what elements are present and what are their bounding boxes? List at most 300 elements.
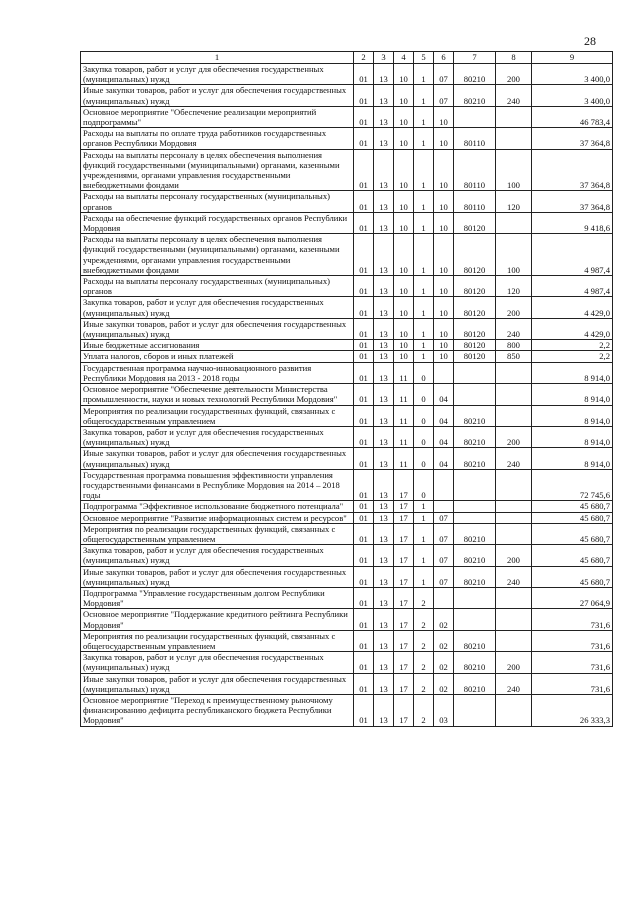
expense-type-code xyxy=(496,384,532,405)
direction-code xyxy=(454,512,496,523)
expense-type-code xyxy=(496,501,532,512)
amount-value: 4 987,4 xyxy=(532,234,613,276)
subprogram-code: 2 xyxy=(414,609,434,630)
subprogram-code: 2 xyxy=(414,587,434,608)
expense-type-code: 240 xyxy=(496,85,532,106)
program-code: 17 xyxy=(394,609,414,630)
subprogram-code: 1 xyxy=(414,128,434,149)
table-row xyxy=(81,469,613,501)
direction-code xyxy=(454,469,496,501)
table-row xyxy=(81,405,613,426)
program-code: 17 xyxy=(394,673,414,694)
direction-code: 80120 xyxy=(454,340,496,351)
event-code: 07 xyxy=(434,545,454,566)
event-code: 10 xyxy=(434,106,454,127)
subprogram-code: 1 xyxy=(414,297,434,318)
subprogram-code: 2 xyxy=(414,652,434,673)
row-description: Закупка товаров, работ и услуг для обеспечения государственных (муниципальных) нужд xyxy=(81,297,354,318)
subprogram-code: 0 xyxy=(414,426,434,447)
section-code: 01 xyxy=(354,587,374,608)
direction-code: 80210 xyxy=(454,85,496,106)
direction-code xyxy=(454,609,496,630)
subsection-code: 13 xyxy=(374,587,394,608)
section-code: 01 xyxy=(354,405,374,426)
table-row xyxy=(81,652,613,673)
event-code: 02 xyxy=(434,630,454,651)
direction-code: 80210 xyxy=(454,405,496,426)
row-description: Основное мероприятие "Поддержание кредитного рейтинга Республики Мордовия" xyxy=(81,609,354,630)
expense-type-code xyxy=(496,512,532,523)
row-description: Иные закупки товаров, работ и услуг для обеспечения государственных (муниципальных) нужд xyxy=(81,448,354,469)
amount-value: 3 400,0 xyxy=(532,85,613,106)
row-description: Иные закупки товаров, работ и услуг для обеспечения государственных (муниципальных) нужд xyxy=(81,566,354,587)
program-code: 10 xyxy=(394,106,414,127)
direction-code xyxy=(454,384,496,405)
amount-value: 37 364,8 xyxy=(532,149,613,191)
expense-type-code xyxy=(496,362,532,383)
event-code: 02 xyxy=(434,609,454,630)
table-row xyxy=(81,106,613,127)
row-description: Мероприятия по реализации государственных функций, связанных с общегосударственным управлением xyxy=(81,523,354,544)
expense-type-code: 200 xyxy=(496,652,532,673)
section-code: 01 xyxy=(354,566,374,587)
row-description: Закупка товаров, работ и услуг для обеспечения государственных (муниципальных) нужд xyxy=(81,652,354,673)
amount-value: 72 745,6 xyxy=(532,469,613,501)
subsection-code: 13 xyxy=(374,512,394,523)
table-row xyxy=(81,340,613,351)
section-code: 01 xyxy=(354,384,374,405)
event-code: 07 xyxy=(434,85,454,106)
program-code: 17 xyxy=(394,694,414,726)
expense-type-code xyxy=(496,469,532,501)
direction-code: 80210 xyxy=(454,566,496,587)
section-code: 01 xyxy=(354,652,374,673)
section-code: 01 xyxy=(354,340,374,351)
subprogram-code: 1 xyxy=(414,351,434,362)
event-code: 04 xyxy=(434,426,454,447)
subprogram-code: 2 xyxy=(414,694,434,726)
program-code: 17 xyxy=(394,630,414,651)
amount-value: 731,6 xyxy=(532,630,613,651)
direction-code xyxy=(454,501,496,512)
program-code: 17 xyxy=(394,523,414,544)
row-description: Подпрограмма "Управление государственным долгом Республики Мордовия" xyxy=(81,587,354,608)
col-header: 1 xyxy=(81,52,354,64)
subprogram-code: 0 xyxy=(414,405,434,426)
subsection-code: 13 xyxy=(374,149,394,191)
subprogram-code: 1 xyxy=(414,545,434,566)
amount-value: 45 680,7 xyxy=(532,501,613,512)
row-description: Государственная программа научно-инновационного развития Республики Мордовия на 2013 - 2018 годы xyxy=(81,362,354,383)
subsection-code: 13 xyxy=(374,501,394,512)
row-description: Основное мероприятие "Переход к преимущественному рыночному финансированию дефицита республиканского бюджета Республики Мордовия" xyxy=(81,694,354,726)
expense-type-code: 240 xyxy=(496,673,532,694)
table-row xyxy=(81,426,613,447)
section-code: 01 xyxy=(354,426,374,447)
event-code xyxy=(434,587,454,608)
table-row xyxy=(81,630,613,651)
subsection-code: 13 xyxy=(374,673,394,694)
subprogram-code: 1 xyxy=(414,64,434,85)
row-description: Основное мероприятие "Развитие информационных систем и ресурсов" xyxy=(81,512,354,523)
subprogram-code: 1 xyxy=(414,566,434,587)
table-row xyxy=(81,276,613,297)
subsection-code: 13 xyxy=(374,448,394,469)
event-code: 07 xyxy=(434,523,454,544)
table-row xyxy=(81,212,613,233)
budget-table xyxy=(80,51,613,727)
amount-value: 26 333,3 xyxy=(532,694,613,726)
event-code xyxy=(434,501,454,512)
program-code: 10 xyxy=(394,297,414,318)
subsection-code: 13 xyxy=(374,523,394,544)
program-code: 17 xyxy=(394,469,414,501)
section-code: 01 xyxy=(354,191,374,212)
table-row xyxy=(81,587,613,608)
subsection-code: 13 xyxy=(374,318,394,339)
event-code: 10 xyxy=(434,128,454,149)
direction-code xyxy=(454,362,496,383)
section-code: 01 xyxy=(354,545,374,566)
direction-code: 80210 xyxy=(454,426,496,447)
direction-code: 80120 xyxy=(454,318,496,339)
table-row xyxy=(81,128,613,149)
row-description: Государственная программа повышения эффективности управления государственными финансами в Республике Мордовия на 2014 – 2018 годы xyxy=(81,469,354,501)
direction-code: 80120 xyxy=(454,297,496,318)
direction-code: 80210 xyxy=(454,545,496,566)
event-code: 07 xyxy=(434,64,454,85)
event-code: 10 xyxy=(434,276,454,297)
expense-type-code: 200 xyxy=(496,64,532,85)
subsection-code: 13 xyxy=(374,212,394,233)
header-row xyxy=(81,52,613,64)
subprogram-code: 1 xyxy=(414,212,434,233)
program-code: 17 xyxy=(394,652,414,673)
section-code: 01 xyxy=(354,149,374,191)
subsection-code: 13 xyxy=(374,191,394,212)
subprogram-code: 0 xyxy=(414,448,434,469)
direction-code xyxy=(454,587,496,608)
table-row xyxy=(81,318,613,339)
amount-value: 27 064,9 xyxy=(532,587,613,608)
subprogram-code: 2 xyxy=(414,630,434,651)
table-row xyxy=(81,297,613,318)
event-code: 04 xyxy=(434,384,454,405)
section-code: 01 xyxy=(354,673,374,694)
table-row xyxy=(81,512,613,523)
table-row xyxy=(81,149,613,191)
section-code: 01 xyxy=(354,609,374,630)
amount-value: 9 418,6 xyxy=(532,212,613,233)
amount-value: 731,6 xyxy=(532,609,613,630)
col-header: 2 xyxy=(354,52,374,64)
col-header: 8 xyxy=(496,52,532,64)
subprogram-code: 1 xyxy=(414,276,434,297)
subsection-code: 13 xyxy=(374,694,394,726)
event-code: 02 xyxy=(434,652,454,673)
amount-value: 45 680,7 xyxy=(532,512,613,523)
amount-value: 45 680,7 xyxy=(532,566,613,587)
subsection-code: 13 xyxy=(374,106,394,127)
event-code: 03 xyxy=(434,694,454,726)
row-description: Иные закупки товаров, работ и услуг для обеспечения государственных (муниципальных) нужд xyxy=(81,85,354,106)
direction-code: 80210 xyxy=(454,630,496,651)
subprogram-code: 1 xyxy=(414,318,434,339)
table-row xyxy=(81,609,613,630)
program-code: 10 xyxy=(394,149,414,191)
amount-value: 2,2 xyxy=(532,340,613,351)
table-row xyxy=(81,566,613,587)
col-header: 4 xyxy=(394,52,414,64)
subprogram-code: 1 xyxy=(414,85,434,106)
expense-type-code xyxy=(496,128,532,149)
event-code: 10 xyxy=(434,149,454,191)
amount-value: 45 680,7 xyxy=(532,545,613,566)
row-description: Уплата налогов, сборов и иных платежей xyxy=(81,351,354,362)
subsection-code: 13 xyxy=(374,234,394,276)
expense-type-code: 100 xyxy=(496,234,532,276)
subprogram-code: 1 xyxy=(414,191,434,212)
amount-value: 4 987,4 xyxy=(532,276,613,297)
program-code: 17 xyxy=(394,501,414,512)
row-description: Основное мероприятие "Обеспечение реализации мероприятий подпрограммы" xyxy=(81,106,354,127)
col-header: 7 xyxy=(454,52,496,64)
table-row xyxy=(81,448,613,469)
program-code: 17 xyxy=(394,512,414,523)
table-row xyxy=(81,191,613,212)
expense-type-code: 120 xyxy=(496,276,532,297)
amount-value: 45 680,7 xyxy=(532,523,613,544)
amount-value: 8 914,0 xyxy=(532,448,613,469)
section-code: 01 xyxy=(354,297,374,318)
expense-type-code xyxy=(496,405,532,426)
expense-type-code: 240 xyxy=(496,318,532,339)
subprogram-code: 2 xyxy=(414,673,434,694)
event-code: 10 xyxy=(434,234,454,276)
event-code: 10 xyxy=(434,318,454,339)
expense-type-code xyxy=(496,523,532,544)
row-description: Основное мероприятие "Обеспечение деятельности Министерства промышленности, науки и новых технологий Республики Мордовия" xyxy=(81,384,354,405)
direction-code xyxy=(454,694,496,726)
amount-value: 3 400,0 xyxy=(532,64,613,85)
table-row xyxy=(81,523,613,544)
row-description: Закупка товаров, работ и услуг для обеспечения государственных (муниципальных) нужд xyxy=(81,64,354,85)
direction-code: 80120 xyxy=(454,212,496,233)
program-code: 10 xyxy=(394,85,414,106)
subsection-code: 13 xyxy=(374,362,394,383)
section-code: 01 xyxy=(354,523,374,544)
program-code: 11 xyxy=(394,426,414,447)
direction-code: 80120 xyxy=(454,276,496,297)
program-code: 10 xyxy=(394,212,414,233)
col-header: 9 xyxy=(532,52,613,64)
event-code: 10 xyxy=(434,340,454,351)
section-code: 01 xyxy=(354,469,374,501)
table-body xyxy=(81,64,613,727)
table-row xyxy=(81,362,613,383)
subsection-code: 13 xyxy=(374,297,394,318)
expense-type-code xyxy=(496,587,532,608)
expense-type-code: 120 xyxy=(496,191,532,212)
event-code xyxy=(434,469,454,501)
event-code: 04 xyxy=(434,448,454,469)
subsection-code: 13 xyxy=(374,64,394,85)
subprogram-code: 0 xyxy=(414,362,434,383)
section-code: 01 xyxy=(354,64,374,85)
program-code: 11 xyxy=(394,405,414,426)
row-description: Расходы на выплаты персоналу в целях обеспечения выполнения функций государственными (муниципальными) органами, казенными учреждениями, органами управления государственными внебюджетными фондами xyxy=(81,149,354,191)
event-code: 10 xyxy=(434,297,454,318)
section-code: 01 xyxy=(354,630,374,651)
direction-code: 80210 xyxy=(454,523,496,544)
table-row xyxy=(81,64,613,85)
subsection-code: 13 xyxy=(374,545,394,566)
expense-type-code: 240 xyxy=(496,566,532,587)
table-row xyxy=(81,545,613,566)
direction-code: 80210 xyxy=(454,652,496,673)
expense-type-code: 850 xyxy=(496,351,532,362)
section-code: 01 xyxy=(354,448,374,469)
amount-value: 8 914,0 xyxy=(532,405,613,426)
amount-value: 37 364,8 xyxy=(532,128,613,149)
amount-value: 731,6 xyxy=(532,652,613,673)
event-code xyxy=(434,362,454,383)
subprogram-code: 1 xyxy=(414,149,434,191)
row-description: Иные бюджетные ассигнования xyxy=(81,340,354,351)
expense-type-code: 240 xyxy=(496,448,532,469)
section-code: 01 xyxy=(354,234,374,276)
table-row xyxy=(81,234,613,276)
subsection-code: 13 xyxy=(374,85,394,106)
amount-value: 731,6 xyxy=(532,673,613,694)
row-description: Расходы на выплаты персоналу в целях обеспечения выполнения функций государственными (муниципальными) органами, казенными учреждениями, органами управления государственными внебюджетными фондами xyxy=(81,234,354,276)
section-code: 01 xyxy=(354,694,374,726)
direction-code: 80210 xyxy=(454,673,496,694)
program-code: 10 xyxy=(394,191,414,212)
table-row xyxy=(81,673,613,694)
program-code: 10 xyxy=(394,318,414,339)
section-code: 01 xyxy=(354,85,374,106)
amount-value: 46 783,4 xyxy=(532,106,613,127)
row-description: Расходы на обеспечение функций государственных органов Республики Мордовия xyxy=(81,212,354,233)
section-code: 01 xyxy=(354,501,374,512)
section-code: 01 xyxy=(354,351,374,362)
table-row xyxy=(81,351,613,362)
subsection-code: 13 xyxy=(374,128,394,149)
row-description: Расходы на выплаты персоналу государственных (муниципальных) органов xyxy=(81,276,354,297)
row-description: Иные закупки товаров, работ и услуг для обеспечения государственных (муниципальных) нужд xyxy=(81,318,354,339)
program-code: 10 xyxy=(394,234,414,276)
expense-type-code xyxy=(496,106,532,127)
program-code: 11 xyxy=(394,384,414,405)
row-description: Иные закупки товаров, работ и услуг для обеспечения государственных (муниципальных) нужд xyxy=(81,673,354,694)
subsection-code: 13 xyxy=(374,469,394,501)
subsection-code: 13 xyxy=(374,630,394,651)
subsection-code: 13 xyxy=(374,276,394,297)
amount-value: 8 914,0 xyxy=(532,426,613,447)
event-code: 07 xyxy=(434,512,454,523)
event-code: 04 xyxy=(434,405,454,426)
section-code: 01 xyxy=(354,106,374,127)
subprogram-code: 0 xyxy=(414,384,434,405)
event-code: 10 xyxy=(434,191,454,212)
section-code: 01 xyxy=(354,128,374,149)
expense-type-code: 200 xyxy=(496,545,532,566)
subprogram-code: 1 xyxy=(414,512,434,523)
program-code: 17 xyxy=(394,566,414,587)
row-description: Закупка товаров, работ и услуг для обеспечения государственных (муниципальных) нужд xyxy=(81,545,354,566)
subprogram-code: 1 xyxy=(414,234,434,276)
program-code: 10 xyxy=(394,351,414,362)
program-code: 10 xyxy=(394,340,414,351)
direction-code: 80120 xyxy=(454,351,496,362)
direction-code: 80120 xyxy=(454,234,496,276)
subprogram-code: 1 xyxy=(414,340,434,351)
amount-value: 4 429,0 xyxy=(532,318,613,339)
table-row xyxy=(81,384,613,405)
amount-value: 4 429,0 xyxy=(532,297,613,318)
program-code: 10 xyxy=(394,64,414,85)
expense-type-code: 800 xyxy=(496,340,532,351)
expense-type-code: 100 xyxy=(496,149,532,191)
event-code: 07 xyxy=(434,566,454,587)
program-code: 17 xyxy=(394,587,414,608)
direction-code: 80110 xyxy=(454,191,496,212)
section-code: 01 xyxy=(354,276,374,297)
subsection-code: 13 xyxy=(374,384,394,405)
subsection-code: 13 xyxy=(374,609,394,630)
subsection-code: 13 xyxy=(374,426,394,447)
subsection-code: 13 xyxy=(374,351,394,362)
event-code: 10 xyxy=(434,212,454,233)
row-description: Подпрограмма "Эффективное использование бюджетного потенциала" xyxy=(81,501,354,512)
col-header: 6 xyxy=(434,52,454,64)
direction-code xyxy=(454,106,496,127)
expense-type-code xyxy=(496,694,532,726)
event-code: 02 xyxy=(434,673,454,694)
table-row xyxy=(81,694,613,726)
program-code: 10 xyxy=(394,276,414,297)
section-code: 01 xyxy=(354,362,374,383)
subprogram-code: 1 xyxy=(414,523,434,544)
table-row xyxy=(81,85,613,106)
expense-type-code xyxy=(496,212,532,233)
direction-code: 80110 xyxy=(454,128,496,149)
amount-value: 8 914,0 xyxy=(532,384,613,405)
subsection-code: 13 xyxy=(374,566,394,587)
direction-code: 80110 xyxy=(454,149,496,191)
expense-type-code xyxy=(496,609,532,630)
subprogram-code: 1 xyxy=(414,501,434,512)
row-description: Расходы на выплаты персоналу государственных (муниципальных) органов xyxy=(81,191,354,212)
page-number: 28 xyxy=(584,34,596,48)
row-description: Закупка товаров, работ и услуг для обеспечения государственных (муниципальных) нужд xyxy=(81,426,354,447)
amount-value: 2,2 xyxy=(532,351,613,362)
program-code: 11 xyxy=(394,362,414,383)
subsection-code: 13 xyxy=(374,340,394,351)
subsection-code: 13 xyxy=(374,652,394,673)
col-header: 3 xyxy=(374,52,394,64)
direction-code: 80210 xyxy=(454,64,496,85)
col-header: 5 xyxy=(414,52,434,64)
row-description: Мероприятия по реализации государственных функций, связанных с общегосударственным управлением xyxy=(81,405,354,426)
row-description: Мероприятия по реализации государственных функций, связанных с общегосударственным управлением xyxy=(81,630,354,651)
row-description: Расходы на выплаты по оплате труда работников государственных органов Республики Мордовия xyxy=(81,128,354,149)
amount-value: 37 364,8 xyxy=(532,191,613,212)
amount-value: 8 914,0 xyxy=(532,362,613,383)
expense-type-code: 200 xyxy=(496,297,532,318)
section-code: 01 xyxy=(354,212,374,233)
